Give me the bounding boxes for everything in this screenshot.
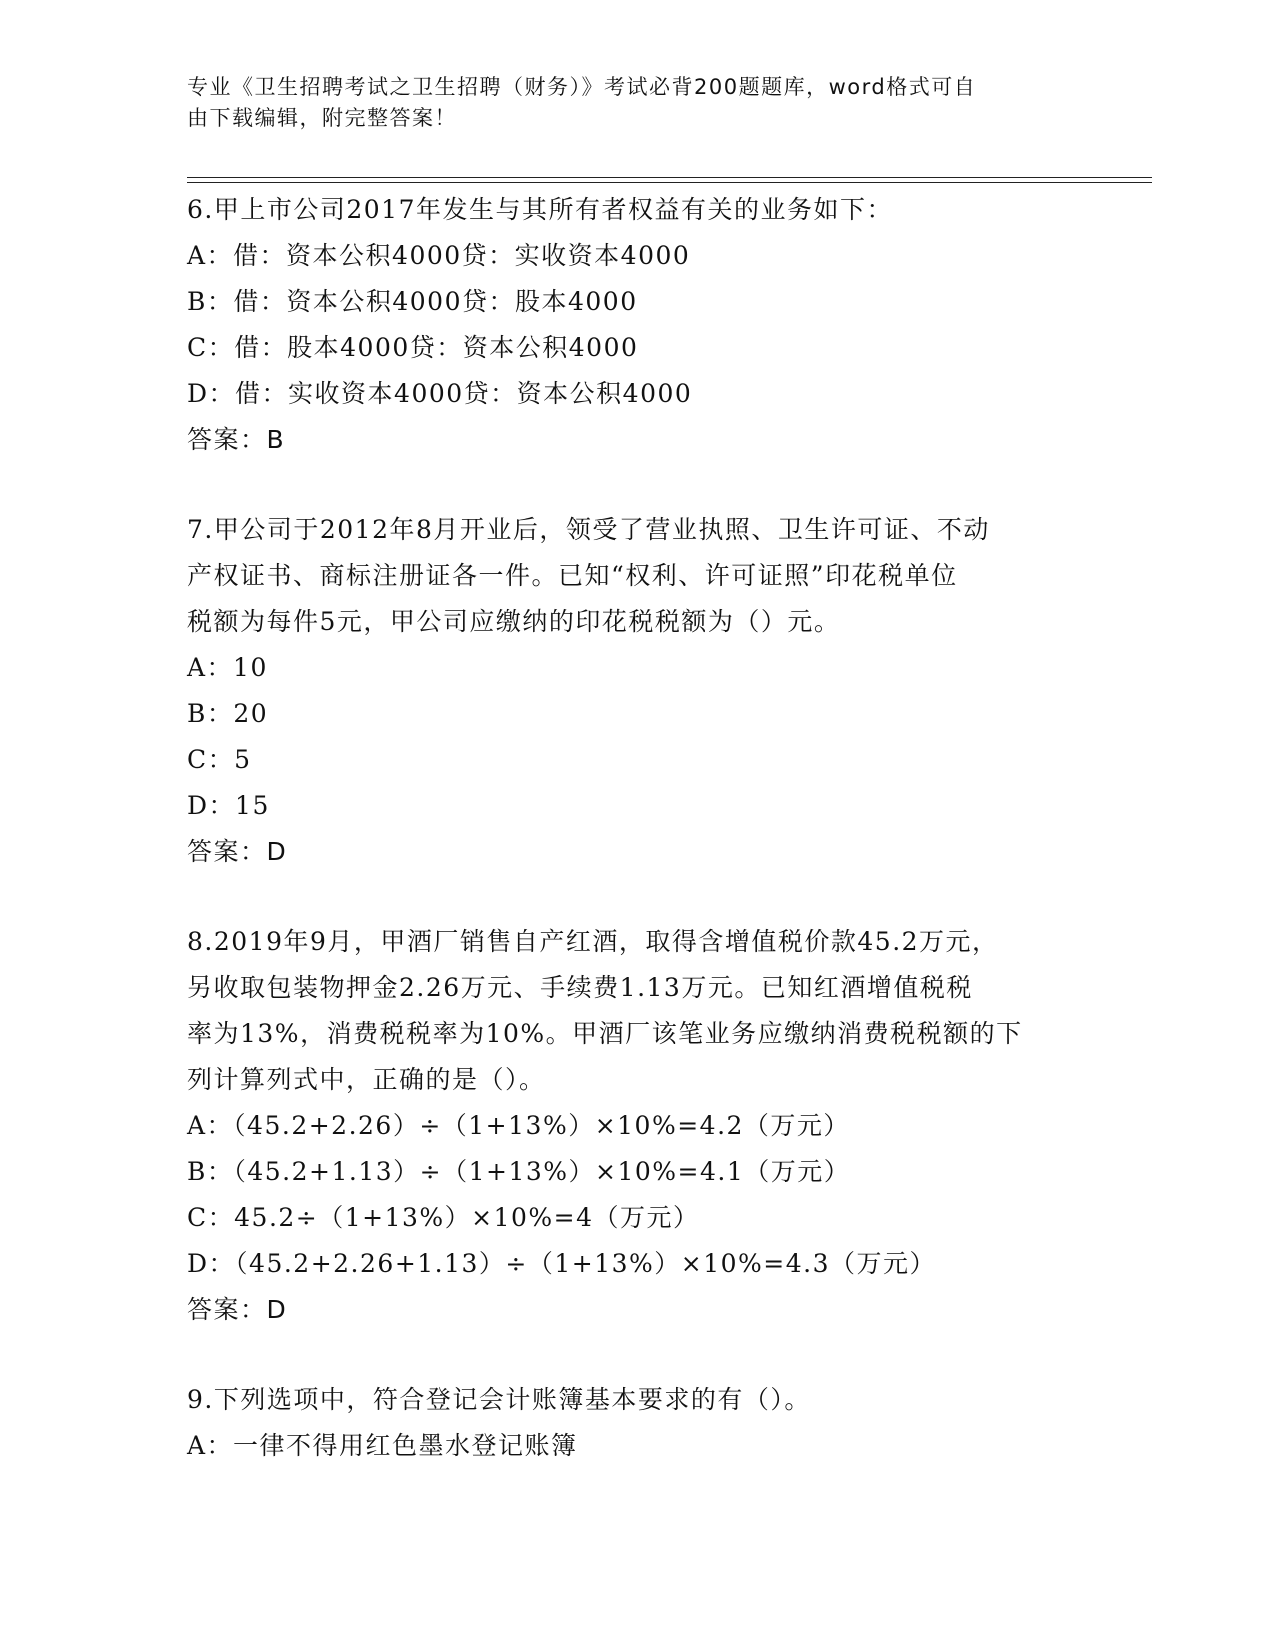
option-c: C：借：股本4000贷：资本公积4000 [187,333,639,362]
option-b: B：20 [187,699,269,728]
option-b: B：借：资本公积4000贷：股本4000 [187,287,638,316]
option-a: A：借：资本公积4000贷：实收资本4000 [187,241,691,270]
option-c: C：5 [187,745,252,774]
question-stem-line: 率为13%，消费税税率为10%。甲酒厂该笔业务应缴纳消费税税额的下 [187,1019,1023,1048]
question-9 [187,1377,1087,1469]
answer: 答案：D [187,1295,288,1324]
option-b: B：（45.2+1.13）÷（1+13%）×10%=4.1（万元） [187,1157,851,1186]
question-list [187,187,1087,1513]
question-8 [187,919,1087,1333]
question-stem-line: 6.甲上市公司2017年发生与其所有者权益有关的业务如下： [187,195,893,224]
option-a: A：一律不得用红色墨水登记账簿 [187,1431,578,1460]
header-line-2: 由下载编辑，附完整答案！ [187,106,457,130]
document-header [187,72,1087,134]
option-d: D：15 [187,791,270,820]
question-6 [187,187,1087,463]
question-stem-line: 8.2019年9月，甲酒厂销售自产红酒，取得含增值税价款45.2万元， [187,927,999,956]
option-c: C：45.2÷（1+13%）×10%=4（万元） [187,1203,700,1232]
header-divider-bottom [187,182,1152,183]
option-a: A：（45.2+2.26）÷（1+13%）×10%=4.2（万元） [187,1111,850,1140]
option-d: D：借：实收资本4000贷：资本公积4000 [187,379,693,408]
question-stem-line: 7.甲公司于2012年8月开业后，领受了营业执照、卫生许可证、不动 [187,515,990,544]
answer: 答案：B [187,425,286,454]
option-d: D：（45.2+2.26+1.13）÷（1+13%）×10%=4.3（万元） [187,1249,937,1278]
answer: 答案：D [187,837,288,866]
question-7 [187,507,1087,875]
question-stem-line: 另收取包装物押金2.26万元、手续费1.13万元。已知红酒增值税税 [187,973,973,1002]
question-stem-line: 产权证书、商标注册证各一件。已知“权利、许可证照”印花税单位 [187,561,958,590]
question-stem-line: 列计算列式中，正确的是（）。 [187,1065,546,1094]
header-divider-top [187,177,1152,178]
option-a: A：10 [187,653,268,682]
question-stem-line: 税额为每件5元，甲公司应缴纳的印花税税额为（）元。 [187,607,841,636]
header-line-1: 专业《卫生招聘考试之卫生招聘（财务）》考试必背200题题库，word格式可自 [187,75,977,99]
question-stem-line: 9.下列选项中，符合登记会计账簿基本要求的有（）。 [187,1385,811,1414]
